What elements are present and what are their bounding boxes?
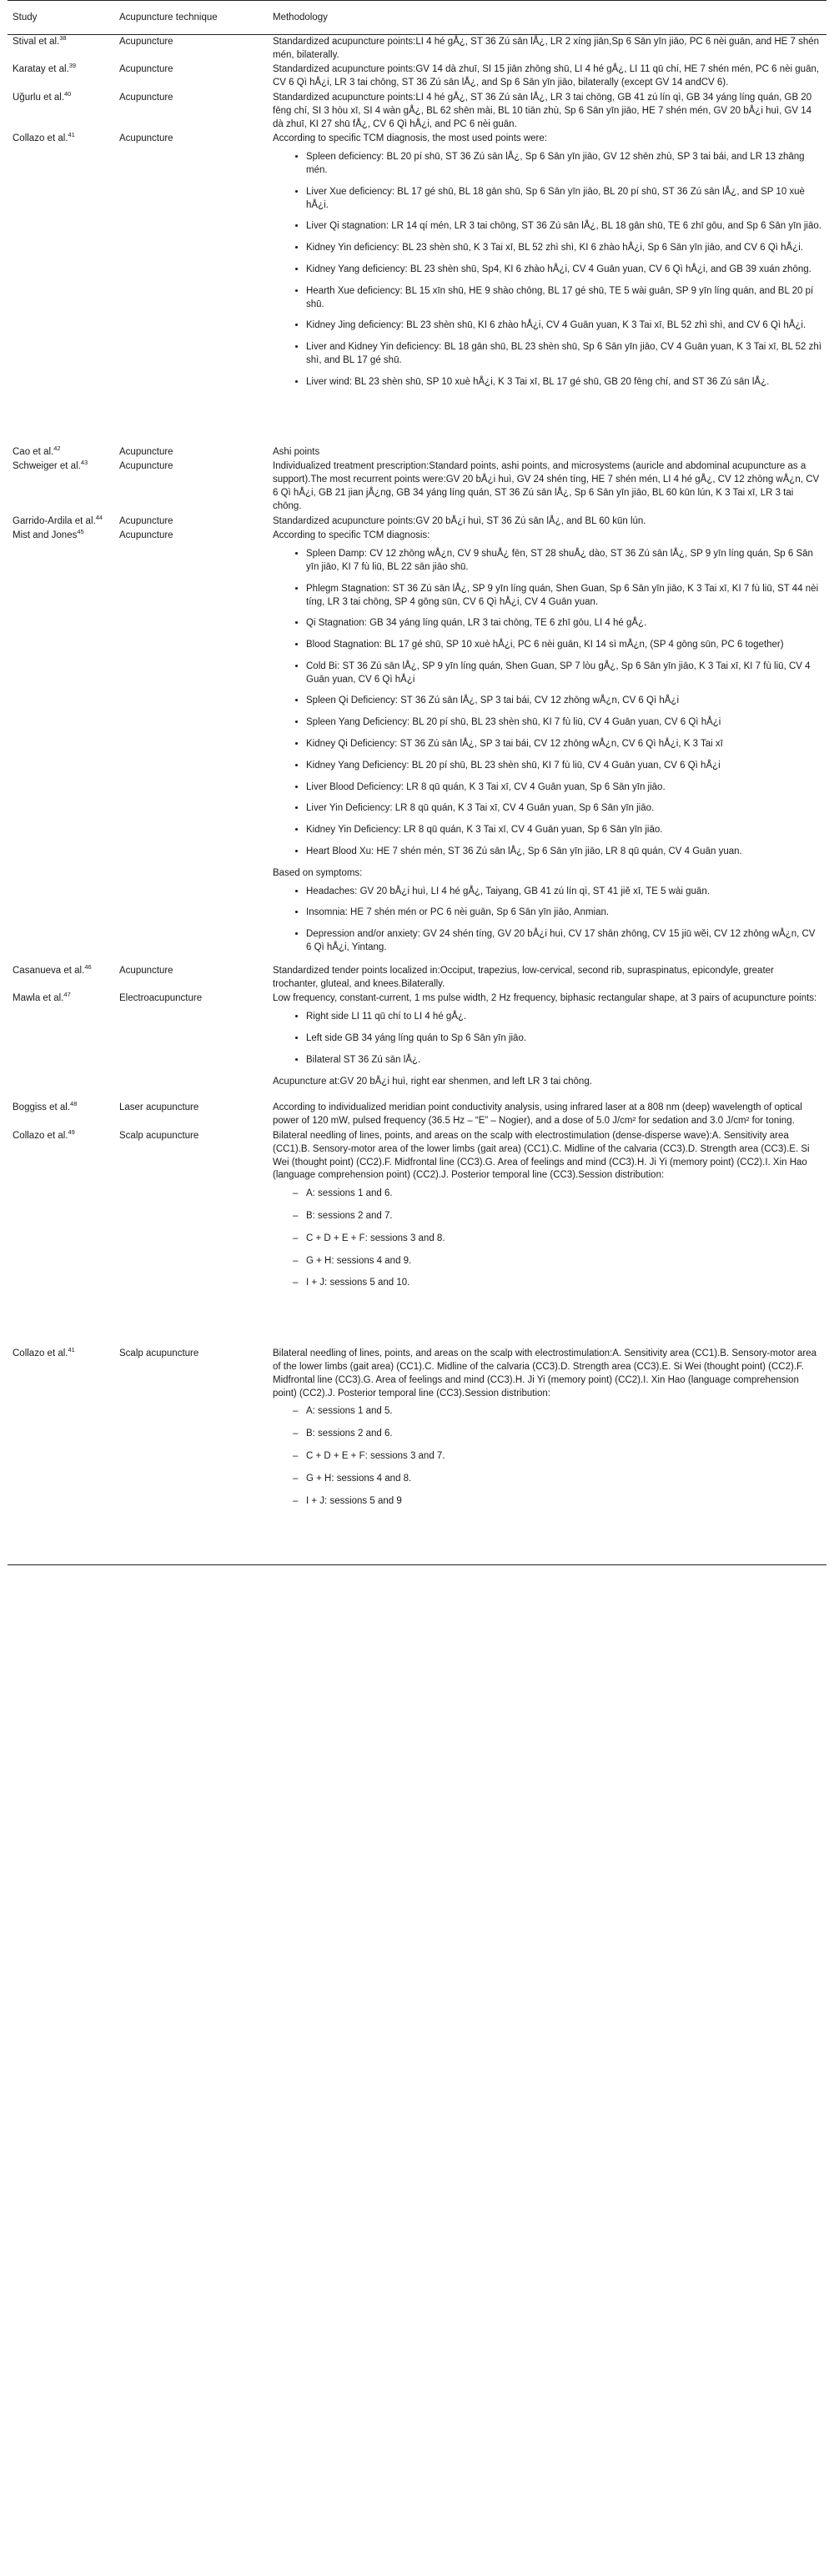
header-row bbox=[8, 1, 826, 35]
technique-cell: Acupuncture bbox=[119, 965, 173, 976]
study-author: Mawla et al. bbox=[13, 993, 64, 1004]
list-item: • Spleen Qi Deficiency: ST 36 Zú sān lÅ¿, SP 3 tai bái, CV 12 zhōng wÅ¿n, CV 6 Qì hÅ¿i bbox=[306, 695, 821, 708]
study-reference: 48 bbox=[70, 1100, 78, 1108]
methodology-text: Standardized acupuncture points:LI 4 hé gÅ¿, ST 36 Zú sān lÅ¿, LR 2 xíng jiān,Sp 6 Sān yīn jiāo, PC 6 nèi guān, and HE 7 shén mén, bilaterally. bbox=[273, 36, 820, 60]
methodology-cell bbox=[268, 1347, 826, 1565]
study-author: Cao et al. bbox=[13, 446, 54, 457]
methodology-cell bbox=[268, 964, 826, 992]
technique-cell: Acupuncture bbox=[119, 133, 173, 144]
study-reference: 49 bbox=[68, 1128, 75, 1137]
methodology-intro: According to specific TCM diagnosis: bbox=[273, 530, 430, 541]
study-cell bbox=[8, 992, 114, 1101]
study-reference: 41 bbox=[68, 131, 75, 139]
point-list bbox=[273, 151, 821, 389]
symptoms-heading: Based on symptoms: bbox=[273, 867, 363, 878]
methodology-table bbox=[8, 0, 826, 1565]
methodology-cell bbox=[268, 529, 826, 964]
list-item: • Bilateral ST 36 Zú sān lÅ¿. bbox=[306, 1054, 821, 1067]
list-item: – A: sessions 1 and 5. bbox=[306, 1405, 821, 1419]
study-author: Collazo et al. bbox=[13, 133, 68, 144]
table-row bbox=[8, 992, 826, 1101]
study-cell bbox=[8, 1129, 114, 1347]
header-study: Study bbox=[8, 1, 114, 35]
study-cell bbox=[8, 515, 114, 530]
list-item: • Liver Yin Deficiency: LR 8 qū quán, K 3 Tai xī, CV 4 Guān yuan, Sp 6 Sān yīn jiāo. bbox=[306, 802, 821, 816]
methodology-cell bbox=[268, 91, 826, 132]
list-item: • Spleen deficiency: BL 20 pí shū, ST 36 Zú sān lÅ¿, Sp 6 Sān yīn jiāo, GV 12 shēn zhù, SP 3 tai bái, and LR 13 zhāng mén. bbox=[306, 151, 821, 178]
study-reference: 44 bbox=[95, 513, 103, 521]
study-author: Mist and Jones bbox=[13, 530, 78, 541]
table-row bbox=[8, 34, 826, 63]
list-item: • Spleen Yang Deficiency: BL 20 pí shū, BL 23 shèn shū, KI 7 fù liū, CV 4 Guān yuan, CV 6 Qì hÅ¿i bbox=[306, 716, 821, 730]
list-item: • Kidney Yang Deficiency: BL 20 pí shū, BL 23 shèn shū, KI 7 fù liū, CV 4 Guān yuan, CV 6 Qì hÅ¿i bbox=[306, 760, 821, 773]
list-item: – B: sessions 2 and 6. bbox=[306, 1428, 821, 1441]
table-row bbox=[8, 1347, 826, 1565]
methodology-intro: According to specific TCM diagnosis, the most used points were: bbox=[273, 133, 547, 144]
methodology-cell bbox=[268, 1129, 826, 1347]
study-author: Collazo et al. bbox=[13, 1348, 68, 1359]
study-author: Karatay et al. bbox=[13, 64, 69, 75]
study-cell bbox=[8, 63, 114, 91]
methodology-cell bbox=[268, 34, 826, 63]
session-list bbox=[273, 1405, 821, 1508]
methodology-outro: Acupuncture at:GV 20 bÅ¿i huì, right ear shenmen, and left LR 3 tai chōng. bbox=[273, 1076, 592, 1087]
list-item: • Qi Stagnation: GB 34 yáng líng quán, LR 3 tai chōng, TE 6 zhī gōu, LI 4 hé gÅ¿. bbox=[306, 617, 821, 630]
study-author: Collazo et al. bbox=[13, 1131, 68, 1142]
methodology-cell bbox=[268, 445, 826, 460]
table-row bbox=[8, 1101, 826, 1129]
study-reference: 47 bbox=[63, 991, 71, 999]
table-body bbox=[8, 34, 826, 1565]
study-author: Boggiss et al. bbox=[13, 1102, 71, 1113]
row-spacer bbox=[273, 1517, 821, 1564]
technique-cell: Electroacupuncture bbox=[119, 993, 203, 1004]
study-cell bbox=[8, 964, 114, 992]
study-cell bbox=[8, 132, 114, 444]
table-row bbox=[8, 459, 826, 514]
study-author: Uğurlu et al. bbox=[13, 92, 65, 103]
methodology-cell bbox=[268, 992, 826, 1101]
list-item: • Kidney Yin deficiency: BL 23 shèn shū, K 3 Tai xī, BL 52 zhì shì, KI 6 zhào hÅ¿i, Sp 6 Sān yīn jiāo, and CV 6 Qì hÅ¿i. bbox=[306, 242, 821, 255]
list-item: • Blood Stagnation: BL 17 gé shū, SP 10 xuè hÅ¿i, PC 6 nèi guān, KI 14 sì mÅ¿n, (SP 4 gōng sūn, PC 6 together) bbox=[306, 639, 821, 652]
list-item: – A: sessions 1 and 6. bbox=[306, 1188, 821, 1201]
technique-cell: Acupuncture bbox=[119, 515, 173, 526]
table-header bbox=[8, 1, 826, 35]
list-item: • Liver wind: BL 23 shèn shū, SP 10 xuè hÅ¿i, K 3 Tai xī, BL 17 gé shū, GB 20 fēng chí, and ST 36 Zú sān lÅ¿. bbox=[306, 376, 821, 389]
session-list bbox=[273, 1188, 821, 1290]
methodology-cell bbox=[268, 515, 826, 530]
list-item: • Kidney Qi Deficiency: ST 36 Zú sān lÅ¿, SP 3 tai bái, CV 12 zhōng wÅ¿n, CV 6 Qì hÅ¿i, K 3 Tai xī bbox=[306, 738, 821, 751]
methodology-text: Standardized tender points localized in:Occiput, trapezius, low-cervical, second rib, supraspinatus, epicondyle, greater trochanter, gluteal, and knees.Bilaterally. bbox=[273, 965, 774, 989]
list-item: • Right side LI 11 qū chí to LI 4 hé gÅ¿. bbox=[306, 1011, 821, 1024]
study-cell bbox=[8, 445, 114, 460]
study-reference: 43 bbox=[80, 459, 88, 467]
list-item: – G + H: sessions 4 and 9. bbox=[306, 1255, 821, 1268]
methodology-cell bbox=[268, 459, 826, 514]
study-reference: 38 bbox=[59, 33, 67, 42]
technique-cell: Acupuncture bbox=[119, 530, 173, 541]
study-cell bbox=[8, 529, 114, 964]
study-reference: 39 bbox=[68, 62, 77, 70]
study-cell bbox=[8, 1347, 114, 1565]
table-row bbox=[8, 445, 826, 460]
header-technique: Acupuncture technique bbox=[114, 1, 268, 35]
methodology-intro: Bilateral needling of lines, points, and areas on the scalp with electrostimulation:A. Sensitivity area (CC1).B. Sensory-motor area of the lower limbs (gait area) (CC1).C. Midline of the calvaria (CC3).D. Strength area (CC3).E. Si Wei (thought point) (CC2).F. Midfrontal line (CC3).G. Area of feelings and mind (CC3).H. Ji Yi (memory point) (CC2).I. Xin Hao (language comprehension point) (CC2).J. Posterior temporal line (CC3).Session distribution: bbox=[273, 1348, 816, 1398]
methodology-cell bbox=[268, 132, 826, 444]
study-author: Garrido-Ardila et al. bbox=[13, 515, 96, 526]
study-cell bbox=[8, 1101, 114, 1129]
list-item: • Liver Xue deficiency: BL 17 gé shū, BL 18 gān shū, Sp 6 Sān yīn jiāo, BL 20 pí shū, ST 36 Zú sān lÅ¿, and SP 10 xuè hÅ¿i. bbox=[306, 186, 821, 213]
methodology-text: Ashi points bbox=[273, 446, 320, 457]
list-item: • Kidney Yang deficiency: BL 23 shèn shū, Sp4, KI 6 zhào hÅ¿i, CV 4 Guān yuan, CV 6 Qì hÅ¿i, and GB 39 xuán zhōng. bbox=[306, 264, 821, 277]
table-row bbox=[8, 964, 826, 992]
table-row bbox=[8, 1129, 826, 1347]
list-item: • Hearth Xue deficiency: BL 15 xīn shū, HE 9 shào chōng, BL 17 gé shū, TE 5 wài guān, SP 9 yīn líng quán, and BL 20 pí shū. bbox=[306, 285, 821, 312]
methodology-text: According to individualized meridian point conductivity analysis, using infrared laser at a 808 nm (deep) wavelength of optical power of 120 mW, pulsed frequency (36.5 Hz – “E” – Nogier), and a dose of 5.0 J/cm² for sedation and 3.0 J/cm² for toning. bbox=[273, 1102, 802, 1127]
technique-cell: Scalp acupuncture bbox=[114, 1347, 268, 1565]
table-row bbox=[8, 515, 826, 530]
header-methodology: Methodology bbox=[268, 1, 826, 35]
list-item: • Cold Bi: ST 36 Zú sān lÅ¿, SP 9 yīn líng quán, Shen Guan, SP 7 lòu gÅ¿, Sp 6 Sān yīn jiāo, K 3 Tai xī, KI 7 fù liū, CV 4 Guān yuan, CV 6 Qì hÅ¿i bbox=[306, 660, 821, 687]
table-row bbox=[8, 529, 826, 964]
methodology-text: Standardized acupuncture points:GV 14 dà zhuī, SI 15 jiān zhōng shū, LI 4 hé gÅ¿, LI 11 qū chí, HE 7 shén mén, PC 6 nèi guān, CV 6 Qì hÅ¿i, LR 3 tai chōng, ST 36 Zú sān lÅ¿, and Sp 6 Sān yīn jiāo, bilaterally (except GV 14 andCV 6). bbox=[273, 64, 820, 88]
technique-cell: Scalp acupuncture bbox=[119, 1131, 199, 1142]
row-spacer bbox=[273, 1092, 821, 1100]
list-item: • Phlegm Stagnation: ST 36 Zú sān lÅ¿, SP 9 yīn líng quán, Shen Guan, Sp 6 Sān yīn jiāo, K 3 Tai xī, KI 7 fù liū, ST 44 nèi tíng, LR 3 tai chōng, SP 4 gōng sūn, CV 6 Qì hÅ¿i, CV 4 Guān yuan. bbox=[306, 583, 821, 610]
list-item: • Depression and/or anxiety: GV 24 shén tíng, GV 20 bÅ¿i huì, CV 17 shān zhōng, CV 15 jiū wěi, CV 12 zhōng wÅ¿n, CV 6 Qì hÅ¿i, Yintang. bbox=[306, 928, 821, 955]
technique-cell: Acupuncture bbox=[119, 36, 173, 47]
methodology-cell bbox=[268, 63, 826, 91]
symptom-list bbox=[273, 886, 821, 955]
list-item: • Heart Blood Xu: HE 7 shén mén, ST 36 Zú sān lÅ¿, Sp 6 Sān yīn jiāo, LR 8 qū quán, CV 4 Guān yuan. bbox=[306, 846, 821, 859]
list-item: – C + D + E + F: sessions 3 and 8. bbox=[306, 1233, 821, 1246]
study-reference: 41 bbox=[68, 1346, 75, 1354]
list-item: • Kidney Jing deficiency: BL 23 shèn shū, KI 6 zhào hÅ¿i, CV 4 Guān yuan, K 3 Tai xī, BL 52 zhì shì, and CV 6 Qì hÅ¿i. bbox=[306, 319, 821, 333]
list-item: – G + H: sessions 4 and 8. bbox=[306, 1473, 821, 1486]
study-author: Schweiger et al. bbox=[13, 461, 81, 472]
list-item: – C + D + E + F: sessions 3 and 7. bbox=[306, 1450, 821, 1464]
list-item: • Liver Blood Deficiency: LR 8 qū quán, K 3 Tai xī, CV 4 Guān yuan, Sp 6 Sān yīn jiāo. bbox=[306, 781, 821, 795]
technique-cell: Acupuncture bbox=[119, 64, 173, 75]
list-item: • Insomnia: HE 7 shén mén or PC 6 nèi guān, Sp 6 Sān yīn jiāo, Anmian. bbox=[306, 906, 821, 920]
table-row bbox=[8, 91, 826, 132]
list-item: • Spleen Damp: CV 12 zhōng wÅ¿n, CV 9 shuÅ¿ fēn, ST 28 shuÅ¿ dào, ST 36 Zú sān lÅ¿, SP 9 yīn líng quán, Sp 6 Sān yīn jiāo, KI 7 fù liū, BL 22 sān jiāo shū. bbox=[306, 548, 821, 575]
study-cell bbox=[8, 91, 114, 132]
table-row bbox=[8, 132, 826, 444]
methodology-intro: Low frequency, constant-current, 1 ms pulse width, 2 Hz frequency, biphasic rectangular shape, at 3 pairs of acupuncture points: bbox=[273, 993, 817, 1004]
row-spacer bbox=[273, 398, 821, 444]
study-reference: 46 bbox=[84, 963, 92, 972]
study-reference: 42 bbox=[53, 444, 61, 452]
technique-cell: Acupuncture bbox=[119, 446, 173, 457]
list-item: – I + J: sessions 5 and 10. bbox=[306, 1277, 821, 1290]
study-reference: 45 bbox=[77, 528, 84, 536]
technique-cell: Laser acupuncture bbox=[119, 1102, 199, 1113]
study-cell bbox=[8, 459, 114, 514]
study-cell bbox=[8, 34, 114, 63]
study-author: Stival et al. bbox=[13, 36, 60, 47]
technique-cell: Acupuncture bbox=[119, 461, 173, 472]
list-item: – B: sessions 2 and 7. bbox=[306, 1210, 821, 1223]
list-item: • Kidney Yin Deficiency: LR 8 qū quán, K 3 Tai xī, CV 4 Guān yuan, Sp 6 Sān yīn jiāo. bbox=[306, 824, 821, 837]
methodology-text: Individualized treatment prescription:Standard points, ashi points, and microsystems (auricle and abdominal acupuncture as a support).The most recurrent points were:GV 20 bÅ¿i huì, GV 24 shén tíng, HE 7 shén mén, LI 4 hé gÅ¿, CV 12 zhōng wÅ¿n, CV 6 Qì hÅ¿i, GB 21 jian jÅ¿ng, GB 34 yáng líng quán, ST 36 Zú sān lÅ¿, Sp 6 Sān yīn jiāo, BL 60 kūn lún, K 3 Tai xī, LR 3 tai chōng. bbox=[273, 461, 820, 511]
study-author: Casanueva et al. bbox=[13, 965, 85, 976]
row-spacer bbox=[273, 1299, 821, 1346]
list-item: • Liver and Kidney Yin deficiency: BL 18 gān shū, BL 23 shèn shū, Sp 6 Sān yīn jiāo, CV 4 Guān yuan, K 3 Tai xī, BL 52 zhì shì, and BL 17 gé shū. bbox=[306, 341, 821, 368]
methodology-cell bbox=[268, 1101, 826, 1129]
table-row bbox=[8, 63, 826, 91]
list-item: • Headaches: GV 20 bÅ¿i huì, LI 4 hé gÅ¿, Taiyang, GB 41 zú lín qì, ST 41 jiě xī, TE 5 wài guān. bbox=[306, 886, 821, 899]
list-item: – I + J: sessions 5 and 9 bbox=[306, 1495, 821, 1509]
study-reference: 40 bbox=[64, 90, 72, 98]
point-list bbox=[273, 1011, 821, 1067]
methodology-text: Standardized acupuncture points:GV 20 bÅ¿i huì, ST 36 Zú sān lÅ¿, and BL 60 kūn lún. bbox=[273, 515, 646, 526]
list-item: • Liver Qi stagnation: LR 14 qí mén, LR 3 tai chōng, ST 36 Zú sān lÅ¿, BL 18 gān shū, TE 6 zhī gōu, and Sp 6 Sān yīn jiāo. bbox=[306, 220, 821, 233]
list-item: • Left side GB 34 yáng líng quán to Sp 6 Sān yīn jiāo. bbox=[306, 1032, 821, 1046]
methodology-text: Standardized acupuncture points:LI 4 hé gÅ¿, ST 36 Zú sān lÅ¿, LR 3 tai chōng, GB 41 zú lín qì, GB 34 yáng líng quán, GB 20 fēng chí, SI 3 hòu xī, SI 4 wàn gÅ¿, BL 62 shēn mài, BL 10 tiān zhù, Sp 6 Sān yīn jiāo, HE 7 shén mén, GV 20 bÅ¿i huì, GV 14 dà zhuī, KI 27 shū fÅ¿, CV 6 Qì hÅ¿i, and PC 6 nèi guān. bbox=[273, 92, 812, 129]
technique-cell: Acupuncture bbox=[119, 92, 173, 103]
point-list bbox=[273, 548, 821, 859]
methodology-intro: Bilateral needling of lines, points, and areas on the scalp with electrostimulation (dense-disperse wave):A. Sensitivity area (CC1).B. Sensory-motor area of the lower limbs (gait area) (CC1).C. Midline of the calvaria (CC3).D. Strength area (CC3).E. Si Wei (thought point) (CC2).F. Midfrontal line (CC3).G. Area of feelings and mind (CC3).H. Ji Yi (memory point) (CC2).I. Xin Hao (language comprehension point) (CC2).J. Posterior temporal line (CC3).Session distribution: bbox=[273, 1131, 810, 1181]
